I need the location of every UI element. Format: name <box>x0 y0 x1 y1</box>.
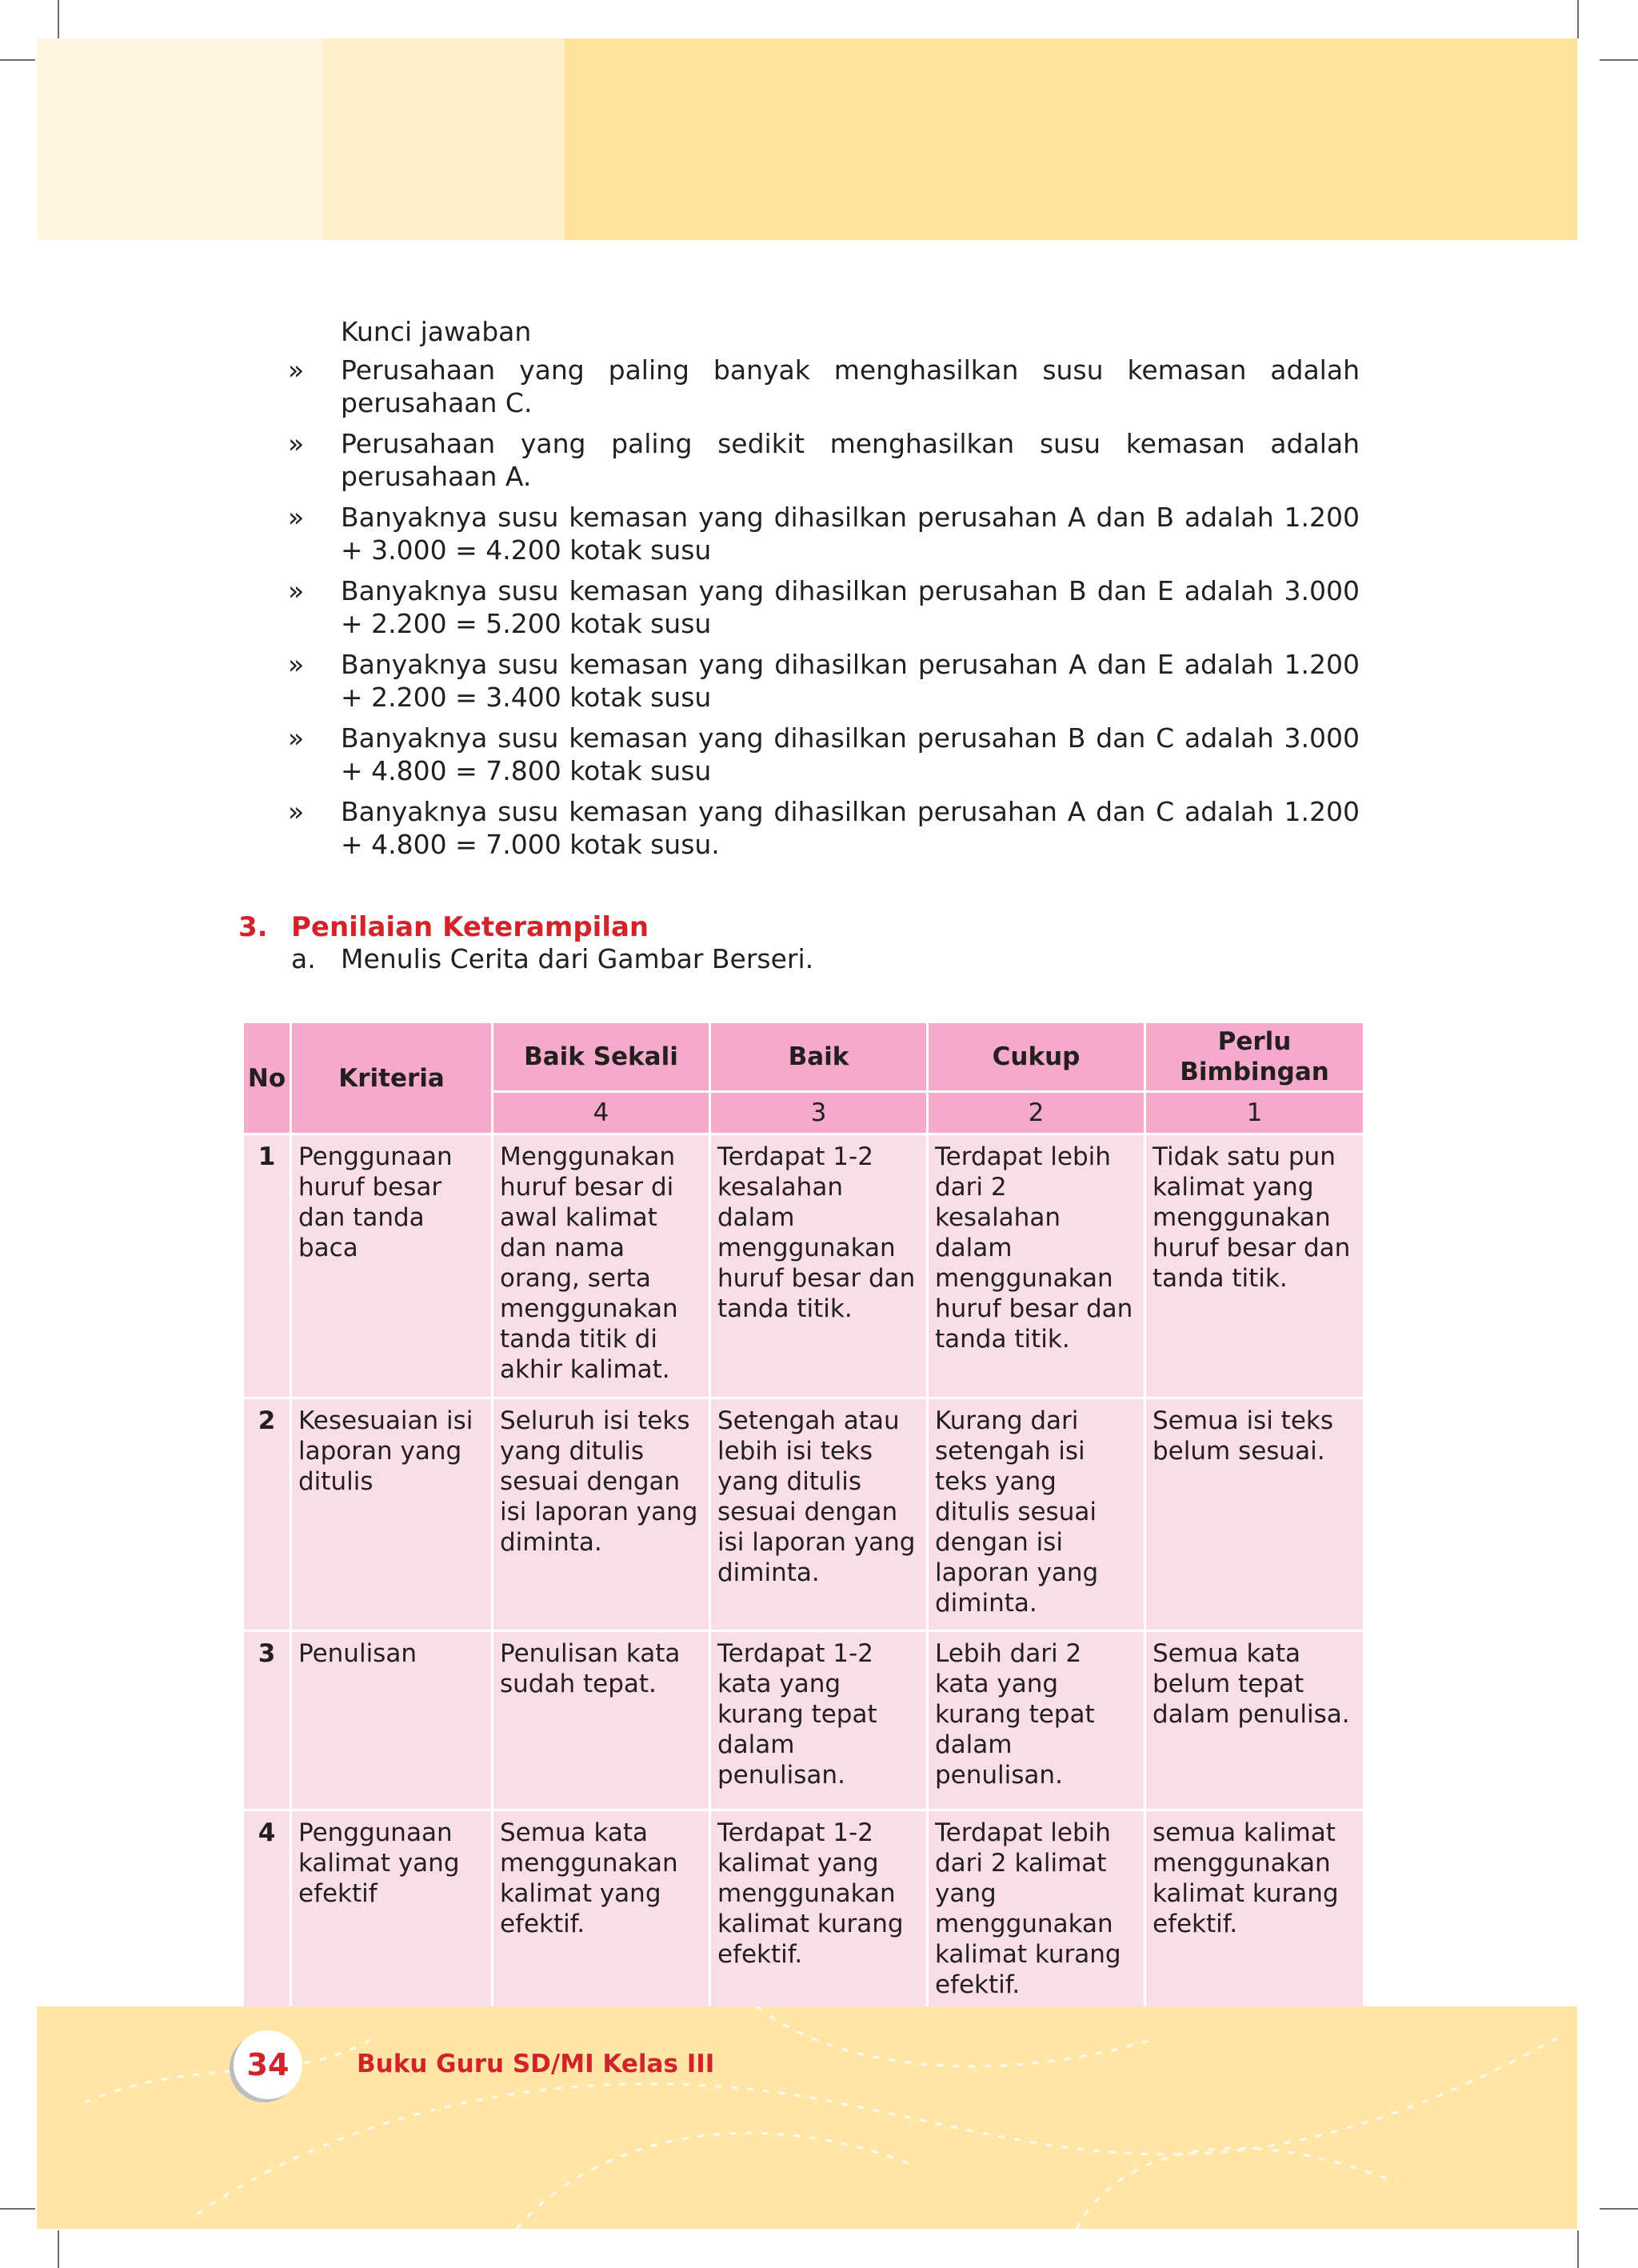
list-item-text: Banyaknya susu kemasan yang dihasilkan perusahan A dan B adalah 1.200 + 3.000 = 4.200 kotak susu <box>341 502 1360 566</box>
crop-mark <box>1600 59 1638 61</box>
list-item-text: Banyaknya susu kemasan yang dihasilkan perusahan B dan C adalah 3.000 + 4.800 = 7.800 kotak susu <box>341 722 1360 786</box>
crop-mark <box>58 0 59 38</box>
list-item-text: Banyaknya susu kemasan yang dihasilkan perusahan A dan C adalah 1.200 + 4.800 = 7.000 kotak susu. <box>341 796 1360 860</box>
header-no: No <box>243 1022 291 1134</box>
bullet-mark: » <box>288 575 305 606</box>
list-item <box>288 354 1360 419</box>
section-number: 3. <box>238 911 268 943</box>
crop-mark <box>1600 2208 1638 2210</box>
header-level: Baik Sekali <box>493 1022 710 1092</box>
list-item-text: Banyaknya susu kemasan yang dihasilkan perusahan B dan E adalah 3.000 + 2.200 = 5.200 kotak susu <box>341 575 1360 639</box>
answer-key-label: Kunci jawaban <box>341 316 532 347</box>
table-cell: Lebih dari 2 kata yang kurang tepat dalam penulisan. <box>928 1631 1145 1810</box>
list-item-text: Perusahaan yang paling banyak menghasilkan susu kemasan adalah perusahaan C. <box>341 354 1360 418</box>
table-cell: Semua kata belum tepat dalam penulisa. <box>1145 1631 1364 1810</box>
row-kriteria: Penggunaan kalimat yang efektif <box>291 1810 493 2015</box>
table-cell: Penulisan kata sudah tepat. <box>493 1631 710 1810</box>
header-score: 4 <box>493 1092 710 1134</box>
crop-mark <box>1577 2230 1579 2268</box>
header-band-right <box>565 38 1577 240</box>
list-item-text: Banyaknya susu kemasan yang dihasilkan perusahan A dan E adalah 1.200 + 2.200 = 3.400 kotak susu <box>341 649 1360 713</box>
row-number: 3 <box>243 1631 291 1810</box>
table-cell: Seluruh isi teks yang ditulis sesuai dengan isi laporan yang diminta. <box>493 1398 710 1631</box>
list-item-text: Perusahaan yang paling sedikit menghasilkan susu kemasan adalah perusahaan A. <box>341 428 1360 492</box>
bullet-mark: » <box>288 649 305 680</box>
table-header-row <box>243 1022 1364 1092</box>
bullet-mark: » <box>288 722 305 754</box>
table-cell: Kurang dari setengah isi teks yang ditulis sesuai dengan isi laporan yang diminta. <box>928 1398 1145 1631</box>
table-row <box>243 1631 1364 1810</box>
header-kriteria: Kriteria <box>291 1022 493 1134</box>
table-cell: Terdapat 1-2 kata yang kurang tepat dalam penulisan. <box>710 1631 928 1810</box>
header-score: 1 <box>1145 1092 1364 1134</box>
list-item <box>288 648 1360 714</box>
header-level: Baik <box>710 1022 928 1092</box>
header-level: Perlu Bimbingan <box>1145 1022 1364 1092</box>
row-kriteria: Kesesuaian isi laporan yang ditulis <box>291 1398 493 1631</box>
table-cell: Terdapat lebih dari 2 kalimat yang menggunakan kalimat kurang efektif. <box>928 1810 1145 2015</box>
header-band-middle <box>323 38 565 240</box>
row-number: 1 <box>243 1134 291 1398</box>
header-level: Cukup <box>928 1022 1145 1092</box>
table-cell: Terdapat 1-2 kalimat yang menggunakan kalimat kurang efektif. <box>710 1810 928 2015</box>
list-item <box>288 795 1360 861</box>
table-cell: Terdapat lebih dari 2 kesalahan dalam menggunakan huruf besar dan tanda titik. <box>928 1134 1145 1398</box>
subsection-heading <box>291 942 813 976</box>
list-item <box>288 574 1360 640</box>
row-kriteria: Penggunaan huruf besar dan tanda baca <box>291 1134 493 1398</box>
crop-mark <box>1577 0 1579 38</box>
table-cell: Semua isi teks belum sesuai. <box>1145 1398 1364 1631</box>
section-title: Penilaian Keterampilan <box>291 911 649 943</box>
list-item <box>288 501 1360 566</box>
bullet-mark: » <box>288 354 305 386</box>
table-row <box>243 1134 1364 1398</box>
table-row <box>243 1810 1364 2015</box>
crop-mark <box>0 2208 35 2210</box>
page-number: 34 <box>234 2030 302 2099</box>
table-cell: Tidak satu pun kalimat yang menggunakan huruf besar dan tanda titik. <box>1145 1134 1364 1398</box>
list-item <box>288 427 1360 493</box>
row-number: 4 <box>243 1810 291 2015</box>
section-heading <box>238 910 649 944</box>
crop-mark <box>0 59 35 61</box>
subsection-title: Menulis Cerita dari Gambar Berseri. <box>341 943 814 974</box>
table-cell: Semua kata menggunakan kalimat yang efektif. <box>493 1810 710 2015</box>
table-cell: Setengah atau lebih isi teks yang ditulis sesuai dengan isi laporan yang diminta. <box>710 1398 928 1631</box>
table-row <box>243 1398 1364 1631</box>
table-cell: Menggunakan huruf besar di awal kalimat dan nama orang, serta menggunakan tanda titik di akhir kalimat. <box>493 1134 710 1398</box>
book-title: Buku Guru SD/MI Kelas III <box>357 2050 715 2078</box>
list-item <box>288 722 1360 787</box>
answer-key-list <box>288 354 1360 869</box>
bullet-mark: » <box>288 428 305 459</box>
header-score: 3 <box>710 1092 928 1134</box>
rubric-table <box>242 1021 1365 2016</box>
header-score: 2 <box>928 1092 1145 1134</box>
row-number: 2 <box>243 1398 291 1631</box>
row-kriteria: Penulisan <box>291 1631 493 1810</box>
header-band-left <box>37 38 323 240</box>
subsection-letter: a. <box>291 943 316 974</box>
table-cell: semua kalimat menggunakan kalimat kurang efektif. <box>1145 1810 1364 2015</box>
crop-mark <box>58 2230 59 2268</box>
bullet-mark: » <box>288 502 305 533</box>
bullet-mark: » <box>288 796 305 827</box>
table-cell: Terdapat 1-2 kesalahan dalam menggunakan huruf besar dan tanda titik. <box>710 1134 928 1398</box>
